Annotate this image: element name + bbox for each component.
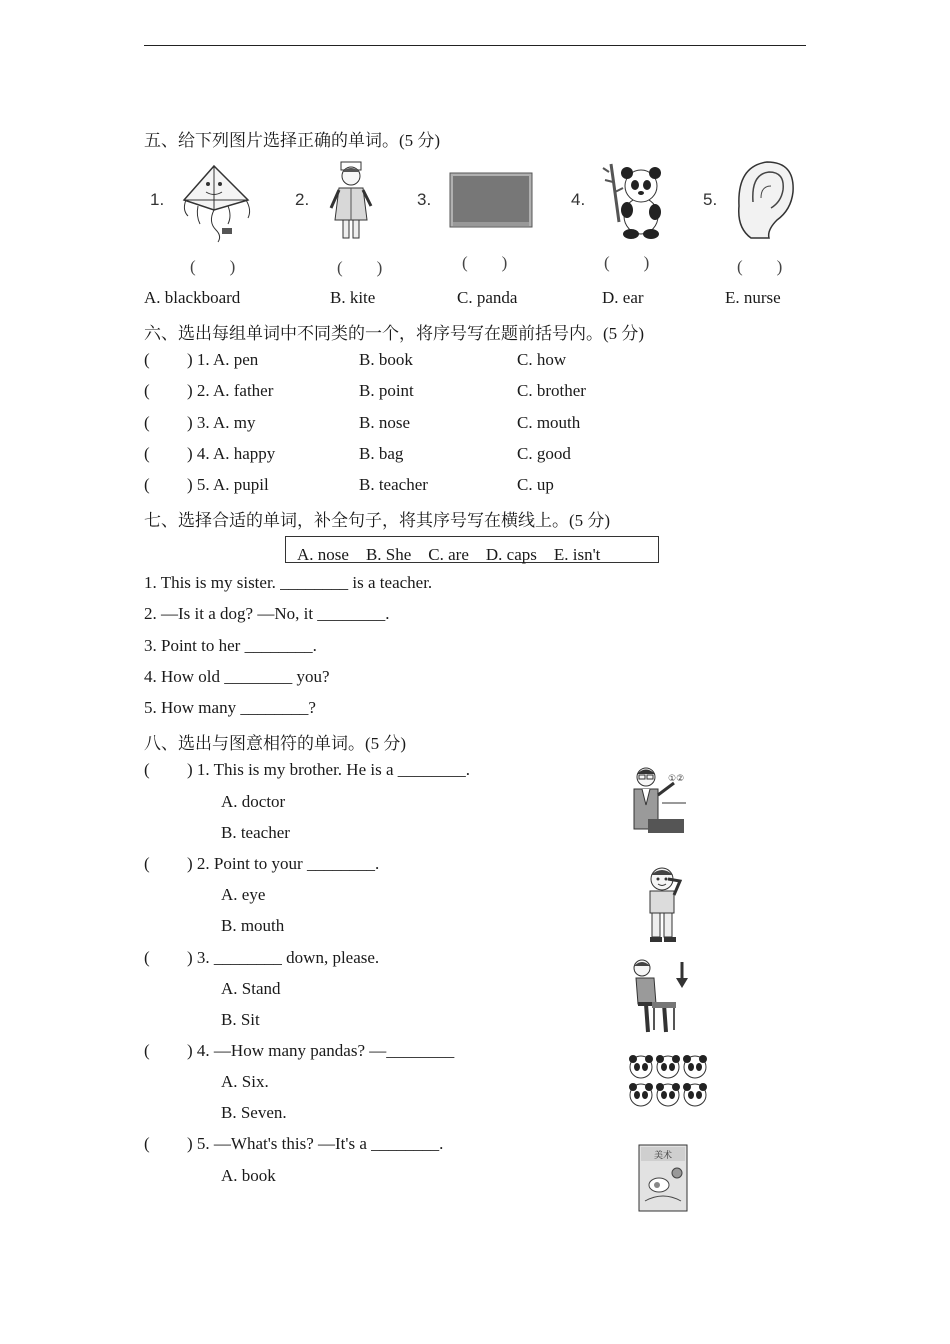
- option-a: A. doctor: [221, 792, 286, 811]
- answer-blank: ( ): [337, 258, 383, 277]
- blackboard-picture: [449, 172, 533, 230]
- question-text: ) 4. A. happy: [187, 444, 276, 463]
- question-text: ) 3. ________ down, please.: [187, 948, 380, 967]
- option-b: B. Sit: [221, 1010, 260, 1029]
- option-b: B. teacher: [359, 475, 428, 494]
- option-b: B. bag: [359, 444, 404, 463]
- item-number: 2.: [295, 190, 310, 209]
- question-text: ) 5. A. pupil: [187, 475, 269, 494]
- option-b: B. nose: [359, 413, 410, 432]
- option-b: B. point: [359, 381, 414, 400]
- answer-paren: (: [144, 854, 150, 873]
- boy-pointing-picture: [638, 865, 694, 945]
- item-number: 1.: [150, 190, 165, 209]
- option-c: C. good: [517, 444, 571, 463]
- answer-blank: ( ): [190, 257, 236, 276]
- option-a: A. Six.: [221, 1072, 269, 1091]
- option-c: C. how: [517, 350, 567, 369]
- svg-text:①②: ①②: [668, 774, 685, 784]
- option-c: C. mouth: [517, 413, 581, 432]
- answer-blank: ( ): [604, 253, 650, 272]
- fill-sentence: 1. This is my sister. ________ is a teacher.: [144, 573, 433, 592]
- nurse-picture: [323, 160, 379, 242]
- answer-blank: ( ): [462, 253, 508, 272]
- option-c: C. up: [517, 475, 554, 494]
- answer-paren: (: [144, 475, 150, 494]
- option-a: A. Stand: [221, 979, 281, 998]
- panda-face-icon: [683, 1083, 707, 1106]
- word-option: B. kite: [330, 288, 376, 307]
- option-a: A. eye: [221, 885, 266, 904]
- fill-sentence: 4. How old ________ you?: [144, 667, 330, 686]
- question-text: ) 4. —How many pandas? —________: [187, 1041, 455, 1060]
- man-sitting-picture: [628, 958, 692, 1038]
- answer-paren: (: [144, 413, 150, 432]
- answer-paren: (: [144, 381, 150, 400]
- pandas-picture: [628, 1053, 712, 1113]
- item-number: 5.: [703, 190, 718, 209]
- option-b: B. book: [359, 350, 413, 369]
- word-option: C. panda: [457, 288, 518, 307]
- answer-paren: (: [144, 444, 150, 463]
- panda-face-icon: [656, 1083, 680, 1106]
- section-6-title: 六、选出每组单词中不同类的一个，将序号写在题前括号内。(5 分): [144, 324, 645, 343]
- answer-paren: (: [144, 948, 150, 967]
- item-number: 3.: [417, 190, 432, 209]
- header-rule: [144, 45, 806, 46]
- panda-face-icon: [656, 1055, 680, 1078]
- section-8-title: 八、选出与图意相符的单词。(5 分): [144, 734, 407, 753]
- fill-sentence: 5. How many ________?: [144, 698, 316, 717]
- word-option: D. ear: [602, 288, 644, 307]
- option-b: B. mouth: [221, 916, 285, 935]
- question-text: ) 5. —What's this? —It's a ________.: [187, 1134, 444, 1153]
- answer-blank: ( ): [737, 257, 783, 276]
- answer-paren: (: [144, 350, 150, 369]
- option-b: B. teacher: [221, 823, 290, 842]
- answer-paren: (: [144, 760, 150, 779]
- panda-picture: [601, 162, 667, 240]
- option-a: A. book: [221, 1166, 276, 1185]
- kite-picture: [178, 162, 258, 244]
- answer-paren: (: [144, 1041, 150, 1060]
- section-7-title: 七、选择合适的单词，补全句子，将其序号写在横线上。(5 分): [144, 511, 611, 530]
- word-option: A. blackboard: [144, 288, 241, 307]
- art-book-picture: [637, 1143, 689, 1213]
- item-number: 4.: [571, 190, 586, 209]
- book-cover-title: 美术: [653, 1151, 673, 1161]
- question-text: ) 2. A. father: [187, 381, 274, 400]
- question-text: ) 3. A. my: [187, 413, 256, 432]
- ear-picture: [731, 158, 801, 242]
- panda-face-icon: [629, 1055, 653, 1078]
- panda-face-icon: [683, 1055, 707, 1078]
- question-text: ) 1. A. pen: [187, 350, 259, 369]
- word-option: E. nurse: [725, 288, 781, 307]
- option-c: C. brother: [517, 381, 586, 400]
- word-bank: A. nose B. She C. are D. caps E. isn't: [297, 545, 601, 564]
- section-5-title: 五、给下列图片选择正确的单词。(5 分): [144, 131, 441, 150]
- option-b: B. Seven.: [221, 1103, 287, 1122]
- fill-sentence: 2. —Is it a dog? —No, it ________.: [144, 604, 390, 623]
- question-text: ) 2. Point to your ________.: [187, 854, 380, 873]
- answer-paren: (: [144, 1134, 150, 1153]
- teacher-picture: [628, 765, 688, 837]
- panda-face-icon: [629, 1083, 653, 1106]
- fill-sentence: 3. Point to her ________.: [144, 636, 317, 655]
- question-text: ) 1. This is my brother. He is a ________.: [187, 760, 470, 779]
